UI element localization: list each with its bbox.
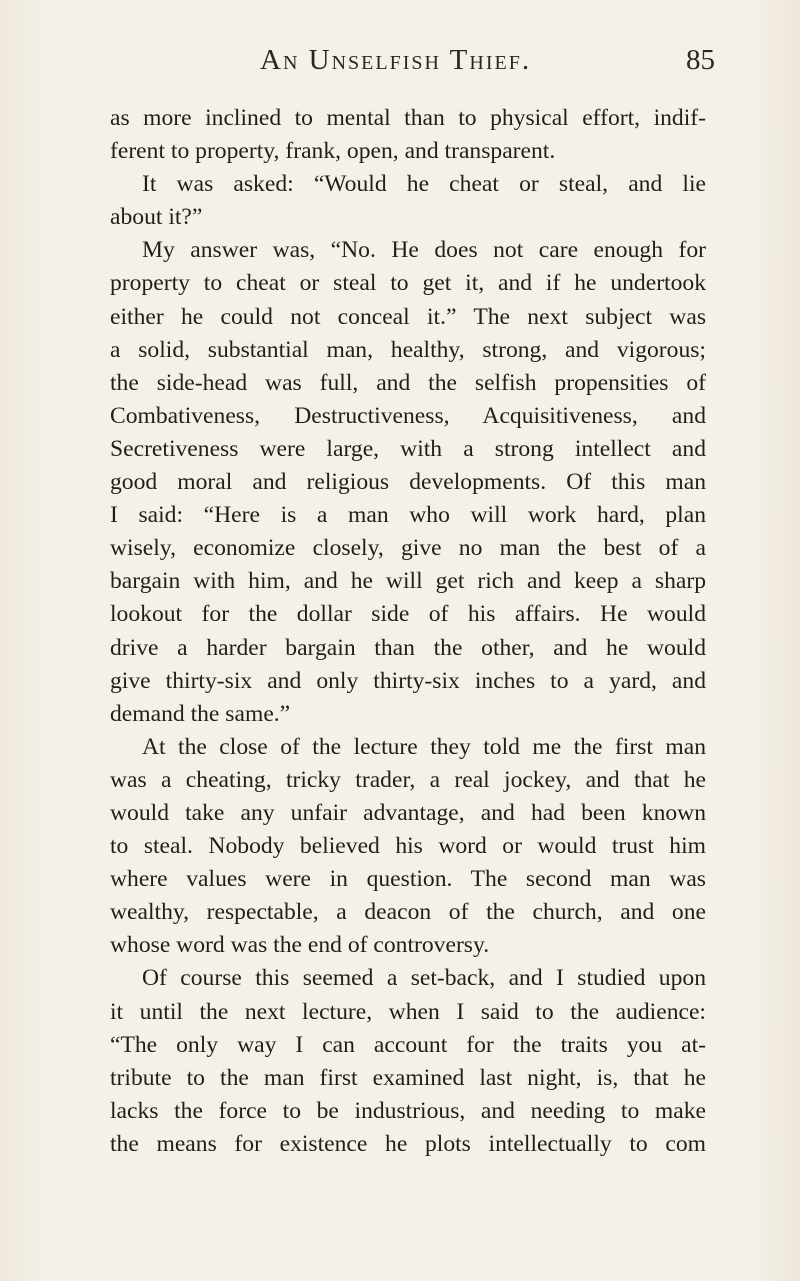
text-line: My answer was, “No. He does not care enough for (142, 237, 706, 264)
text-line: would take any unfair advantage, and had been known (110, 799, 706, 826)
text-line: drive a harder bargain than the other, and he would (110, 634, 706, 661)
page-number: 85 (686, 44, 715, 76)
text-line: Secretiveness were large, with a strong intellect and (110, 435, 706, 462)
text-line: good moral and religious developments. Of this man (110, 469, 706, 496)
text-line: lacks the force to be industrious, and needing to make (110, 1097, 706, 1124)
text-line: wisely, economize closely, give no man the best of a (110, 535, 706, 562)
text-line: It was asked: “Would he cheat or steal, and lie (142, 171, 706, 198)
body-text (110, 102, 706, 1161)
text-line: Of course this seemed a set-back, and I studied upon (142, 965, 706, 992)
text-line: a solid, substantial man, healthy, strong, and vigorous; (110, 336, 706, 363)
text-line: bargain with him, and he will get rich and keep a sharp (110, 568, 706, 595)
text-line: give thirty-six and only thirty-six inches to a yard, and (110, 667, 706, 694)
text-line: about it?” (110, 204, 203, 231)
text-line: as more inclined to mental than to physical effort, indif- (110, 105, 706, 131)
running-header (120, 40, 715, 80)
running-title: An Unselfish Thief. (260, 44, 532, 76)
text-line: to steal. Nobody believed his word or would trust him (110, 833, 706, 860)
text-line: it until the next lecture, when I said to the audience: (110, 998, 706, 1025)
text-line: either he could not conceal it.” The next subject was (110, 303, 706, 330)
text-line: the side-head was full, and the selfish propensities of (110, 369, 706, 396)
text-line: lookout for the dollar side of his affairs. He would (110, 601, 706, 628)
text-line: Combativeness, Destructiveness, Acquisitiveness, and (110, 402, 706, 429)
text-line: property to cheat or steal to get it, and if he undertook (110, 270, 706, 297)
text-line: was a cheating, tricky trader, a real jockey, and that he (110, 766, 706, 793)
text-line: where values were in question. The second man was (110, 866, 706, 893)
text-line: tribute to the man first examined last night, is, that he (110, 1064, 706, 1091)
text-line: I said: “Here is a man who will work hard, plan (110, 502, 706, 529)
text-line: the means for existence he plots intellectually to com (110, 1130, 706, 1157)
text-line: demand the same.” (110, 700, 291, 727)
text-line: At the close of the lecture they told me the first man (142, 733, 706, 760)
text-line: wealthy, respectable, a deacon of the church, and one (110, 899, 706, 926)
text-line: whose word was the end of controversy. (110, 932, 490, 959)
text-line: ferent to property, frank, open, and transparent. (110, 138, 556, 165)
text-line: “The only way I can account for the traits you at- (110, 1031, 706, 1058)
